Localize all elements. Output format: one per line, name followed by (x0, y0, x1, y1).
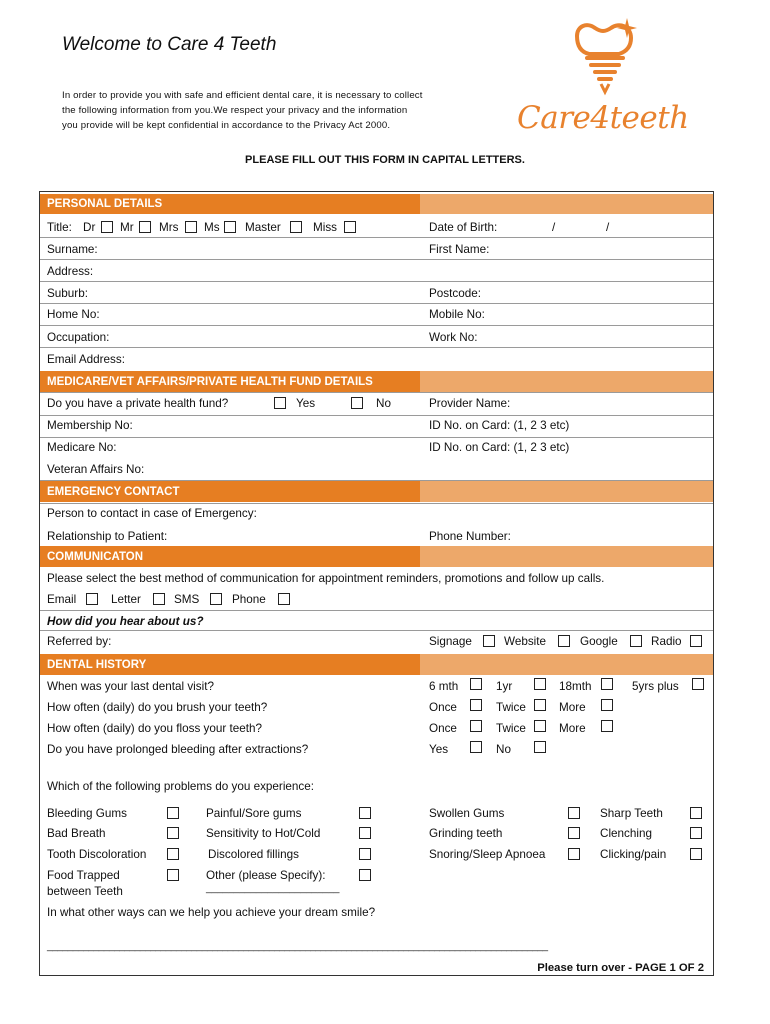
last-visit-6mth: 6 mth (429, 680, 459, 693)
problem-painful-gums: Painful/Sore gums (206, 807, 302, 820)
intro-line: you provide will be kept confidential in accordance to the Privacy Act 2000. (62, 120, 391, 131)
problem-sensitivity: Sensitivity to Hot/Cold (206, 827, 321, 840)
title-mrs-checkbox[interactable] (185, 221, 197, 233)
problem-sharp-teeth: Sharp Teeth (600, 807, 663, 820)
problem-tooth-discoloration-checkbox[interactable] (167, 848, 179, 860)
comm-option-phone: Phone (232, 593, 266, 606)
private-fund-no-label: No (376, 397, 391, 410)
tooth-implant-icon (515, 14, 710, 104)
comm-letter-checkbox[interactable] (153, 593, 165, 605)
floss-once-checkbox[interactable] (470, 720, 482, 732)
problem-bad-breath-checkbox[interactable] (167, 827, 179, 839)
title-option-master: Master (245, 221, 281, 234)
floss-more: More (559, 722, 586, 735)
section-header-emergency: EMERGENCY CONTACT (40, 481, 713, 502)
section-header-personal: PERSONAL DETAILS (40, 194, 713, 214)
problem-snoring: Snoring/Sleep Apnoea (429, 848, 546, 861)
title-dr-checkbox[interactable] (101, 221, 113, 233)
private-fund-no-checkbox[interactable] (351, 397, 363, 409)
postcode-field[interactable]: Postcode: (429, 287, 481, 300)
title-label: Title: (47, 221, 72, 234)
form-instruction: PLEASE FILL OUT THIS FORM IN CAPITAL LETTERS. (245, 154, 525, 166)
comm-sms-checkbox[interactable] (210, 593, 222, 605)
problem-clicking-checkbox[interactable] (690, 848, 702, 860)
problem-clenching: Clenching (600, 827, 652, 840)
problem-swollen-gums-checkbox[interactable] (568, 807, 580, 819)
problem-sharp-teeth-checkbox[interactable] (690, 807, 702, 819)
occupation-field[interactable]: Occupation: (47, 331, 110, 344)
problem-other-specify-line[interactable]: ________________________ (206, 883, 340, 894)
bleeding-no: No (496, 743, 511, 756)
intro-text (62, 88, 482, 133)
problem-tooth-discoloration: Tooth Discoloration (47, 848, 147, 861)
problem-clicking: Clicking/pain (600, 848, 667, 861)
communication-question: Please select the best method of communication for appointment reminders, promotions and follow up calls. (47, 572, 605, 585)
title-ms-checkbox[interactable] (224, 221, 236, 233)
title-option-mrs: Mrs (159, 221, 179, 234)
brush-once: Once (429, 701, 457, 714)
logo-text: Care4teeth (517, 100, 689, 136)
emergency-contact-field[interactable]: Person to contact in case of Emergency: (47, 507, 257, 520)
problem-snoring-checkbox[interactable] (568, 848, 580, 860)
last-visit-18mth: 18mth (559, 680, 592, 693)
last-visit-question: When was your last dental visit? (47, 680, 214, 693)
last-visit-6mth-checkbox[interactable] (470, 678, 482, 690)
problem-sensitivity-checkbox[interactable] (359, 827, 371, 839)
page-title: Welcome to Care 4 Teeth (62, 34, 277, 55)
problem-other: Other (please Specify): (206, 869, 326, 882)
email-field[interactable]: Email Address: (47, 353, 125, 366)
brush-once-checkbox[interactable] (470, 699, 482, 711)
first-name-field[interactable]: First Name: (429, 243, 490, 256)
source-option-signage: Signage (429, 635, 472, 648)
source-radio-checkbox[interactable] (690, 635, 702, 647)
problem-food-trapped-checkbox[interactable] (167, 869, 179, 881)
home-no-field[interactable]: Home No: (47, 308, 100, 321)
brush-question: How often (daily) do you brush your teeth? (47, 701, 268, 714)
patient-form (39, 191, 714, 976)
dream-smile-question: In what other ways can we help you achieve your dream smile? (47, 906, 376, 919)
comm-option-letter: Letter (111, 593, 141, 606)
problem-swollen-gums: Swollen Gums (429, 807, 505, 820)
title-mr-checkbox[interactable] (139, 221, 151, 233)
membership-no-field[interactable]: Membership No: (47, 419, 133, 432)
bleeding-yes-checkbox[interactable] (470, 741, 482, 753)
last-visit-5yrs: 5yrs plus (632, 680, 679, 693)
medicare-card-id-field[interactable]: ID No. on Card: (1, 2 3 etc) (429, 441, 570, 454)
private-fund-question: Do you have a private health fund? (47, 397, 229, 410)
floss-twice: Twice (496, 722, 526, 735)
title-master-checkbox[interactable] (290, 221, 302, 233)
problem-food-trapped: Food Trapped (47, 869, 120, 882)
bleeding-question: Do you have prolonged bleeding after extractions? (47, 743, 309, 756)
brush-more: More (559, 701, 586, 714)
brush-twice-checkbox[interactable] (534, 699, 546, 711)
floss-more-checkbox[interactable] (601, 720, 613, 732)
dob-field[interactable]: Date of Birth: (429, 221, 498, 234)
problem-bad-breath: Bad Breath (47, 827, 106, 840)
section-header-medicare: MEDICARE/VET AFFAIRS/PRIVATE HEALTH FUND DETAILS (40, 371, 713, 392)
problem-bleeding-gums: Bleeding Gums (47, 807, 127, 820)
private-fund-yes-label: Yes (296, 397, 316, 410)
source-website-checkbox[interactable] (558, 635, 570, 647)
problem-food-trapped-line2: between Teeth (47, 885, 123, 898)
membership-card-id-field[interactable]: ID No. on Card: (1, 2 3 etc) (429, 419, 570, 432)
provider-name-field[interactable]: Provider Name: (429, 397, 511, 410)
intro-line: In order to provide you with safe and efficient dental care, it is necessary to collect (62, 90, 423, 101)
last-visit-5yrs-checkbox[interactable] (692, 678, 704, 690)
problem-clenching-checkbox[interactable] (690, 827, 702, 839)
bleeding-no-checkbox[interactable] (534, 741, 546, 753)
relationship-field[interactable]: Relationship to Patient: (47, 530, 168, 543)
comm-option-sms: SMS (174, 593, 200, 606)
dream-smile-answer-line[interactable]: _________________________________________________________________________________________________ (47, 941, 548, 952)
source-signage-checkbox[interactable] (483, 635, 495, 647)
problem-painful-gums-checkbox[interactable] (359, 807, 371, 819)
problem-grinding-teeth-checkbox[interactable] (568, 827, 580, 839)
last-visit-1yr: 1yr (496, 680, 513, 693)
problem-discolored-fillings: Discolored fillings (208, 848, 299, 861)
source-option-website: Website (504, 635, 547, 648)
problem-grinding-teeth: Grinding teeth (429, 827, 503, 840)
title-option-ms: Ms (204, 221, 220, 234)
care4teeth-logo (515, 14, 710, 142)
surname-field[interactable]: Surname: (47, 243, 98, 256)
floss-once: Once (429, 722, 457, 735)
problem-other-checkbox[interactable] (359, 869, 371, 881)
title-miss-checkbox[interactable] (344, 221, 356, 233)
medicare-no-field[interactable]: Medicare No: (47, 441, 117, 454)
work-no-field[interactable]: Work No: (429, 331, 478, 344)
page-footer: Please turn over - PAGE 1 OF 2 (537, 962, 704, 974)
veteran-affairs-field[interactable]: Veteran Affairs No: (47, 463, 145, 476)
title-option-mr: Mr (120, 221, 134, 234)
title-option-miss: Miss (313, 221, 338, 234)
bleeding-yes: Yes (429, 743, 449, 756)
emergency-phone-field[interactable]: Phone Number: (429, 530, 511, 543)
private-fund-yes-checkbox[interactable] (274, 397, 286, 409)
comm-phone-checkbox[interactable] (278, 593, 290, 605)
last-visit-1yr-checkbox[interactable] (534, 678, 546, 690)
intro-line: the following information from you.We respect your privacy and the information (62, 105, 408, 116)
address-field[interactable]: Address: (47, 265, 94, 278)
referred-by-field[interactable]: Referred by: (47, 635, 112, 648)
brush-twice: Twice (496, 701, 526, 714)
brush-more-checkbox[interactable] (601, 699, 613, 711)
suburb-field[interactable]: Suburb: (47, 287, 88, 300)
floss-twice-checkbox[interactable] (534, 720, 546, 732)
source-option-google: Google (580, 635, 618, 648)
floss-question: How often (daily) do you floss your teeth? (47, 722, 263, 735)
last-visit-18mth-checkbox[interactable] (601, 678, 613, 690)
section-header-dental: DENTAL HISTORY (40, 654, 713, 675)
comm-option-email: Email (47, 593, 77, 606)
mobile-no-field[interactable]: Mobile No: (429, 308, 485, 321)
hear-about-question: How did you hear about us? (47, 615, 204, 628)
dob-separator: / (606, 221, 610, 234)
problem-bleeding-gums-checkbox[interactable] (167, 807, 179, 819)
source-google-checkbox[interactable] (630, 635, 642, 647)
problem-discolored-fillings-checkbox[interactable] (359, 848, 371, 860)
title-option-dr: Dr (83, 221, 96, 234)
source-option-radio: Radio (651, 635, 682, 648)
section-header-communication: COMMUNICATON (40, 546, 713, 567)
dob-separator: / (552, 221, 556, 234)
problems-question: Which of the following problems do you experience: (47, 780, 315, 793)
comm-email-checkbox[interactable] (86, 593, 98, 605)
